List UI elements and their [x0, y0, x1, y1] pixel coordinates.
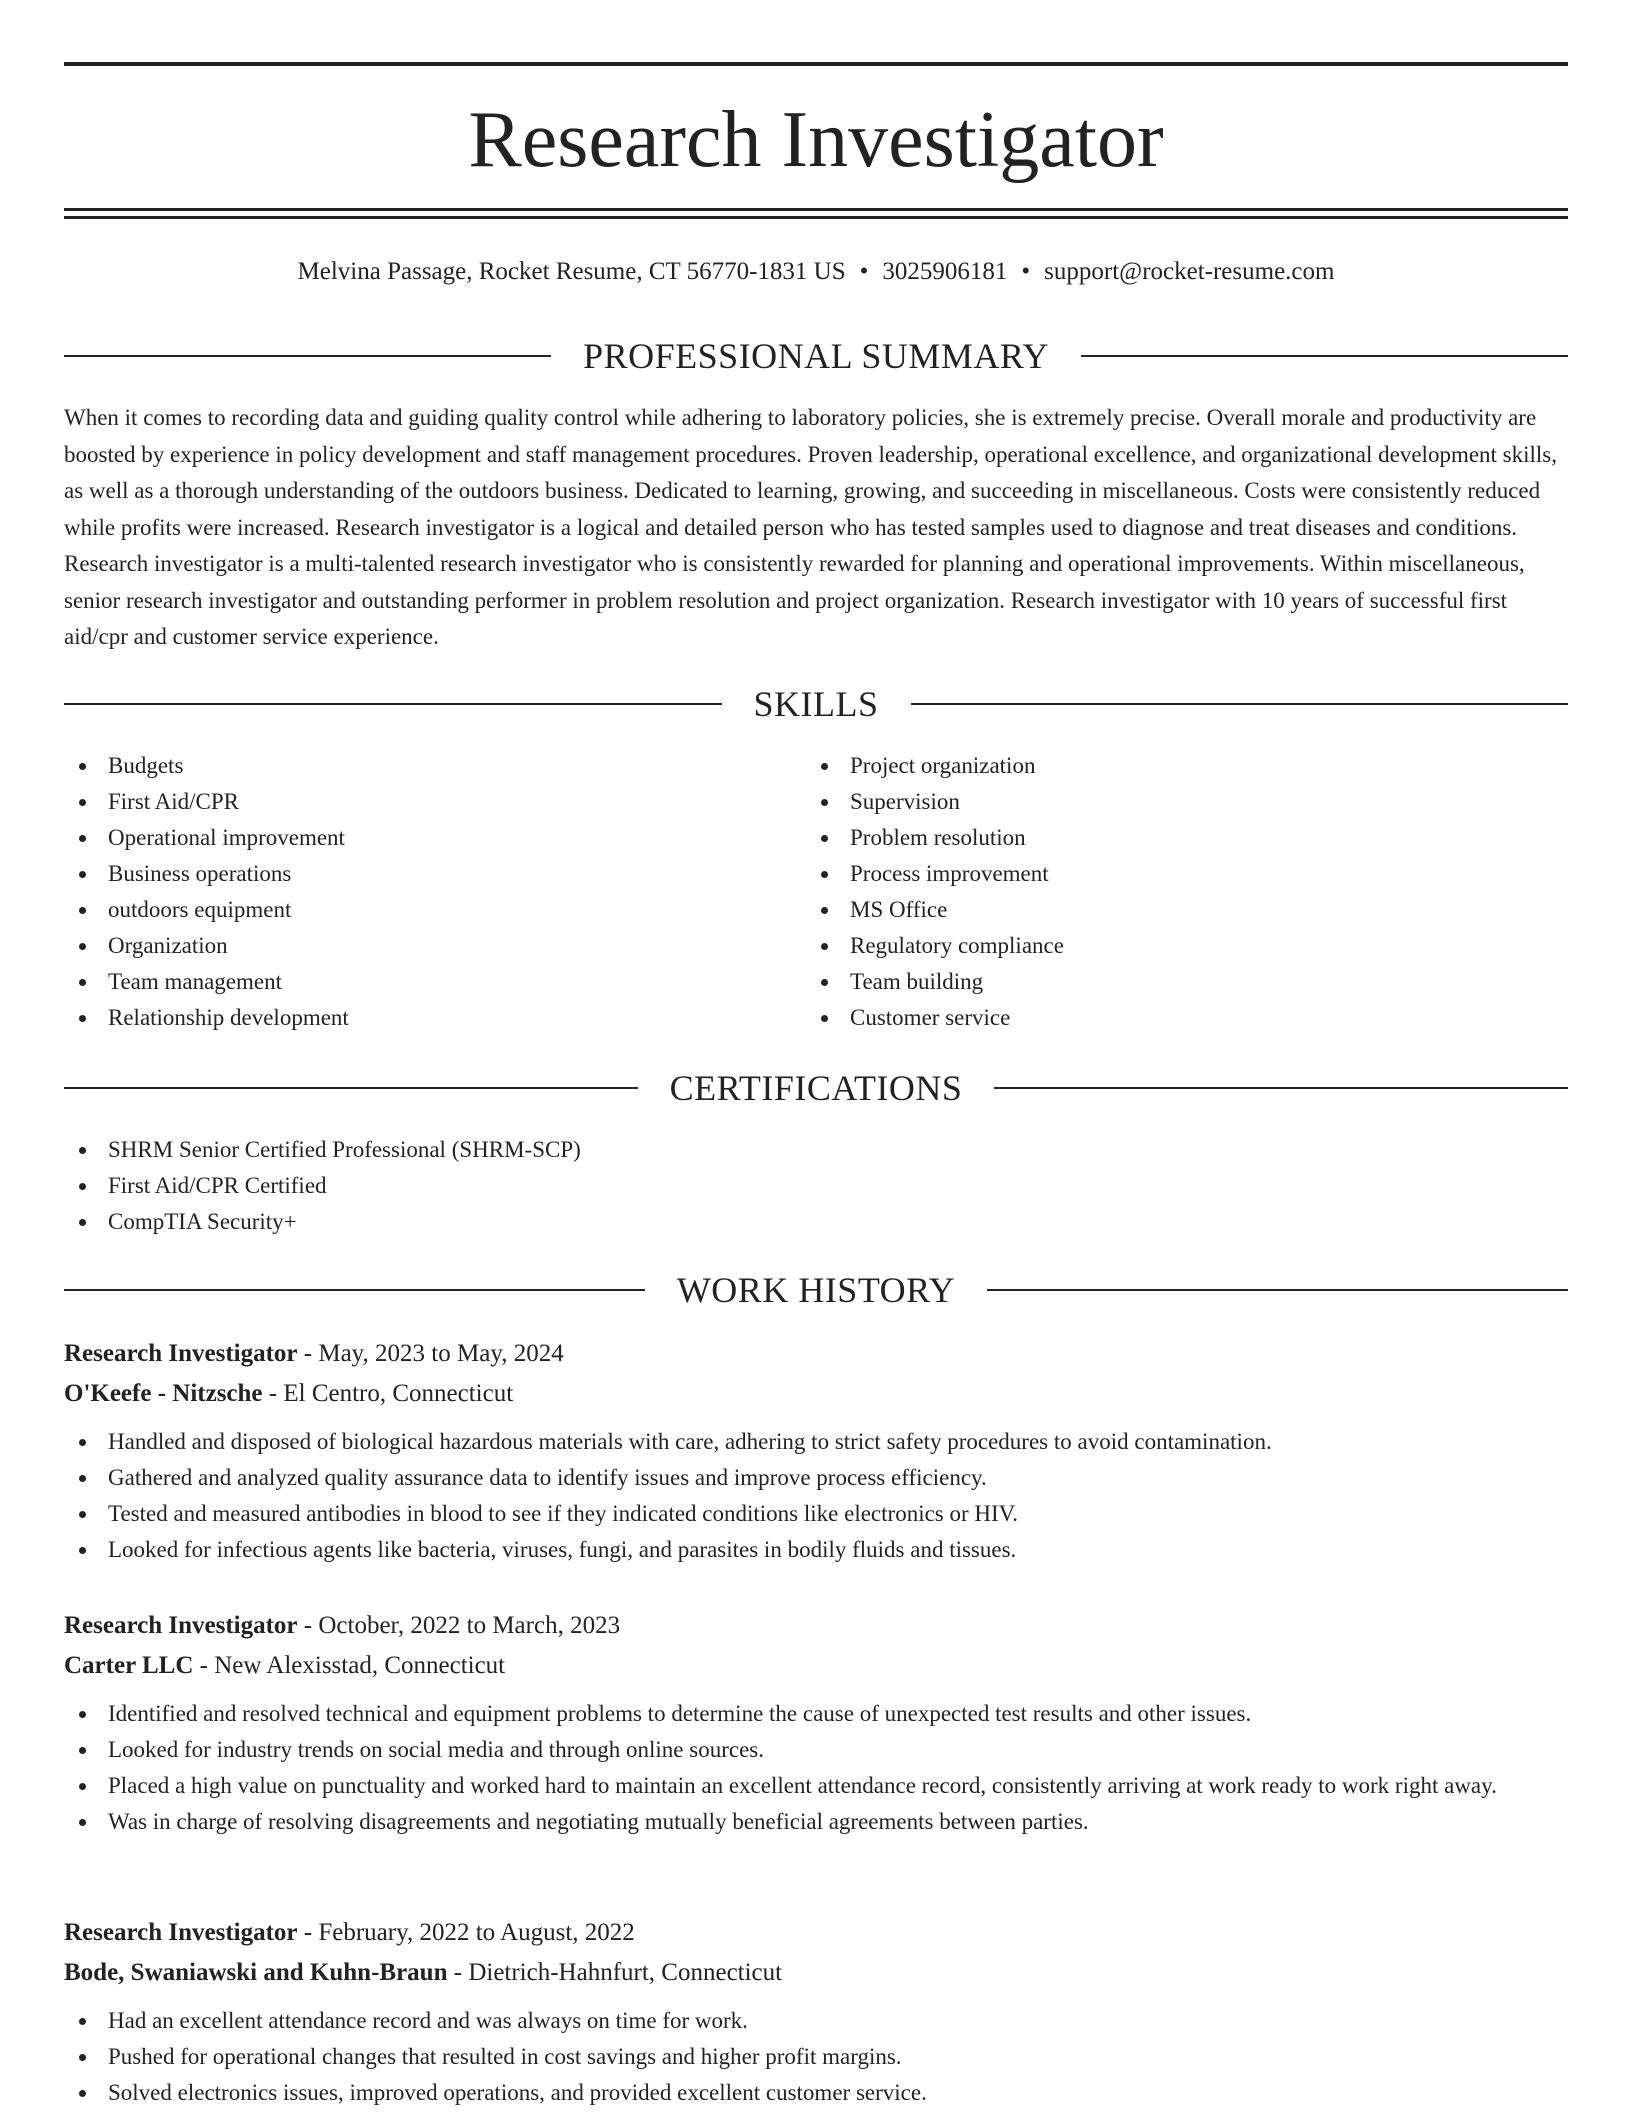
skill-item: outdoors equipment	[64, 892, 764, 928]
job-company-line	[64, 1646, 1568, 1686]
summary-text: When it comes to recording data and guiding quality control while adhering to laboratory policies, she is extremely precise. Overall morale and productivity are boosted by experience in policy development and staff management procedures. Proven leadership, operational excellence, and organizational development skills, as well as a thorough understanding of the outdoors business. Dedicated to learning, growing, and succeeding in miscellaneous. Costs were consistently reduced while profits were increased. Research investigator is a logical and detailed person who has tested samples used to diagnose and treat diseases and conditions. Research investigator is a multi-talented research investigator who is consistently rewarded for planning and operational improvements. Within miscellaneous, senior research investigator and outstanding performer in problem resolution and project organization. Research investigator with 10 years of successful first aid/cpr and customer service experience.	[64, 405, 1558, 649]
job-title-line	[64, 1606, 1568, 1646]
job-bullet-item: Tested and measured antibodies in blood to see if they indicated conditions like electronics or HIV.	[64, 1496, 1568, 1532]
skill-item: Supervision	[806, 784, 1506, 820]
skill-item: Operational improvement	[64, 820, 764, 856]
header-double-rule-top	[64, 208, 1568, 211]
job-bullets	[64, 2003, 1568, 2111]
skills-list-right	[806, 748, 1506, 1036]
certifications-heading: CERTIFICATIONS	[669, 1068, 963, 1108]
candidate-title: Research Investigator	[468, 96, 1164, 184]
heading-rule-left	[64, 1289, 645, 1291]
certification-item: CompTIA Security+	[64, 1204, 1568, 1240]
job-company: O'Keefe - Nitzsche	[64, 1380, 263, 1407]
header-double-rule-bottom	[64, 216, 1568, 219]
contact-separator: •	[1021, 258, 1031, 285]
heading-rule-left	[64, 1087, 638, 1089]
job-bullet-item: Handled and disposed of biological hazardous materials with care, adhering to strict safety procedures to avoid contamination.	[64, 1424, 1568, 1460]
job-dash: -	[297, 1612, 319, 1639]
section-heading-certifications	[64, 1066, 1568, 1110]
job-bullet-item: Solved electronics issues, improved operations, and provided excellent customer service.	[64, 2075, 1568, 2111]
job-bullet-item: Looked for industry trends on social media and through online sources.	[64, 1732, 1568, 1768]
skill-item: Team management	[64, 964, 764, 1000]
work-history-heading: WORK HISTORY	[676, 1270, 956, 1310]
contact-address: Melvina Passage, Rocket Resume, CT 56770-1831 US	[297, 258, 846, 285]
job-title: Research Investigator	[64, 1340, 298, 1367]
job-dash: -	[447, 1959, 469, 1986]
job-bullet-item: Pushed for operational changes that resulted in cost savings and higher profit margins.	[64, 2039, 1568, 2075]
contact-phone: 3025906181	[882, 258, 1008, 285]
job-bullets	[64, 1696, 1568, 1840]
job-dash: -	[297, 1919, 319, 1946]
job-bullet-item: Gathered and analyzed quality assurance data to identify issues and improve process efficiency.	[64, 1460, 1568, 1496]
job-title-line	[64, 1334, 1568, 1374]
job-dates: October, 2022 to March, 2023	[318, 1612, 621, 1639]
job-company: Carter LLC	[64, 1652, 194, 1679]
job-dates: February, 2022 to August, 2022	[318, 1919, 635, 1946]
skill-item: Business operations	[64, 856, 764, 892]
summary-heading: PROFESSIONAL SUMMARY	[583, 336, 1049, 376]
skill-item: Process improvement	[806, 856, 1506, 892]
job-location: El Centro, Connecticut	[283, 1380, 514, 1407]
skill-item: Budgets	[64, 748, 764, 784]
job-dash: -	[262, 1380, 284, 1407]
job-entry-2	[64, 1606, 1568, 1840]
job-entry-1	[64, 1334, 1568, 1568]
certifications-list	[64, 1132, 1568, 1240]
section-heading-summary	[64, 334, 1568, 378]
skill-item: Project organization	[806, 748, 1506, 784]
job-company-line	[64, 1374, 1568, 1414]
job-location: Dietrich-Hahnfurt, Connecticut	[468, 1959, 783, 1986]
heading-rule-right	[994, 1087, 1568, 1089]
heading-rule-left	[64, 703, 722, 705]
job-dates: May, 2023 to May, 2024	[318, 1340, 564, 1367]
job-entry-3	[64, 1913, 1568, 2111]
skill-item: Regulatory compliance	[806, 928, 1506, 964]
skills-heading: SKILLS	[753, 684, 879, 724]
job-bullet-item: Was in charge of resolving disagreements and negotiating mutually beneficial agreements between parties.	[64, 1804, 1568, 1840]
job-bullet-item: Looked for infectious agents like bacteria, viruses, fungi, and parasites in bodily fluids and tissues.	[64, 1532, 1568, 1568]
contact-email[interactable]: support@rocket-resume.com	[1044, 258, 1335, 285]
skill-item: MS Office	[806, 892, 1506, 928]
job-dash: -	[297, 1340, 319, 1367]
job-bullet-item: Identified and resolved technical and equipment problems to determine the cause of unexpected test results and other issues.	[64, 1696, 1568, 1732]
section-heading-skills	[64, 682, 1568, 726]
job-company-line	[64, 1953, 1568, 1993]
job-title-line	[64, 1913, 1568, 1953]
skill-item: Customer service	[806, 1000, 1506, 1036]
skill-item: Relationship development	[64, 1000, 764, 1036]
skill-item: Organization	[64, 928, 764, 964]
top-rule	[64, 62, 1568, 66]
job-title: Research Investigator	[64, 1919, 298, 1946]
certification-item: First Aid/CPR Certified	[64, 1168, 1568, 1204]
job-bullet-item: Had an excellent attendance record and was always on time for work.	[64, 2003, 1568, 2039]
contact-line	[64, 254, 1568, 290]
job-location: New Alexisstad, Connecticut	[214, 1652, 506, 1679]
certification-item: SHRM Senior Certified Professional (SHRM-SCP)	[64, 1132, 1568, 1168]
skill-item: Problem resolution	[806, 820, 1506, 856]
job-company: Bode, Swaniawski and Kuhn-Braun	[64, 1959, 448, 1986]
heading-rule-right	[987, 1289, 1568, 1291]
skill-item: First Aid/CPR	[64, 784, 764, 820]
job-bullets	[64, 1424, 1568, 1568]
job-bullet-item: Placed a high value on punctuality and worked hard to maintain an excellent attendance record, consistently arriving at work ready to work right away.	[64, 1768, 1568, 1804]
skills-list-left	[64, 748, 764, 1036]
job-title: Research Investigator	[64, 1612, 298, 1639]
skill-item: Team building	[806, 964, 1506, 1000]
heading-rule-left	[64, 355, 551, 357]
job-dash: -	[193, 1652, 215, 1679]
heading-rule-right	[911, 703, 1569, 705]
contact-separator: •	[859, 258, 869, 285]
heading-rule-right	[1081, 355, 1568, 357]
section-heading-work-history	[64, 1268, 1568, 1312]
